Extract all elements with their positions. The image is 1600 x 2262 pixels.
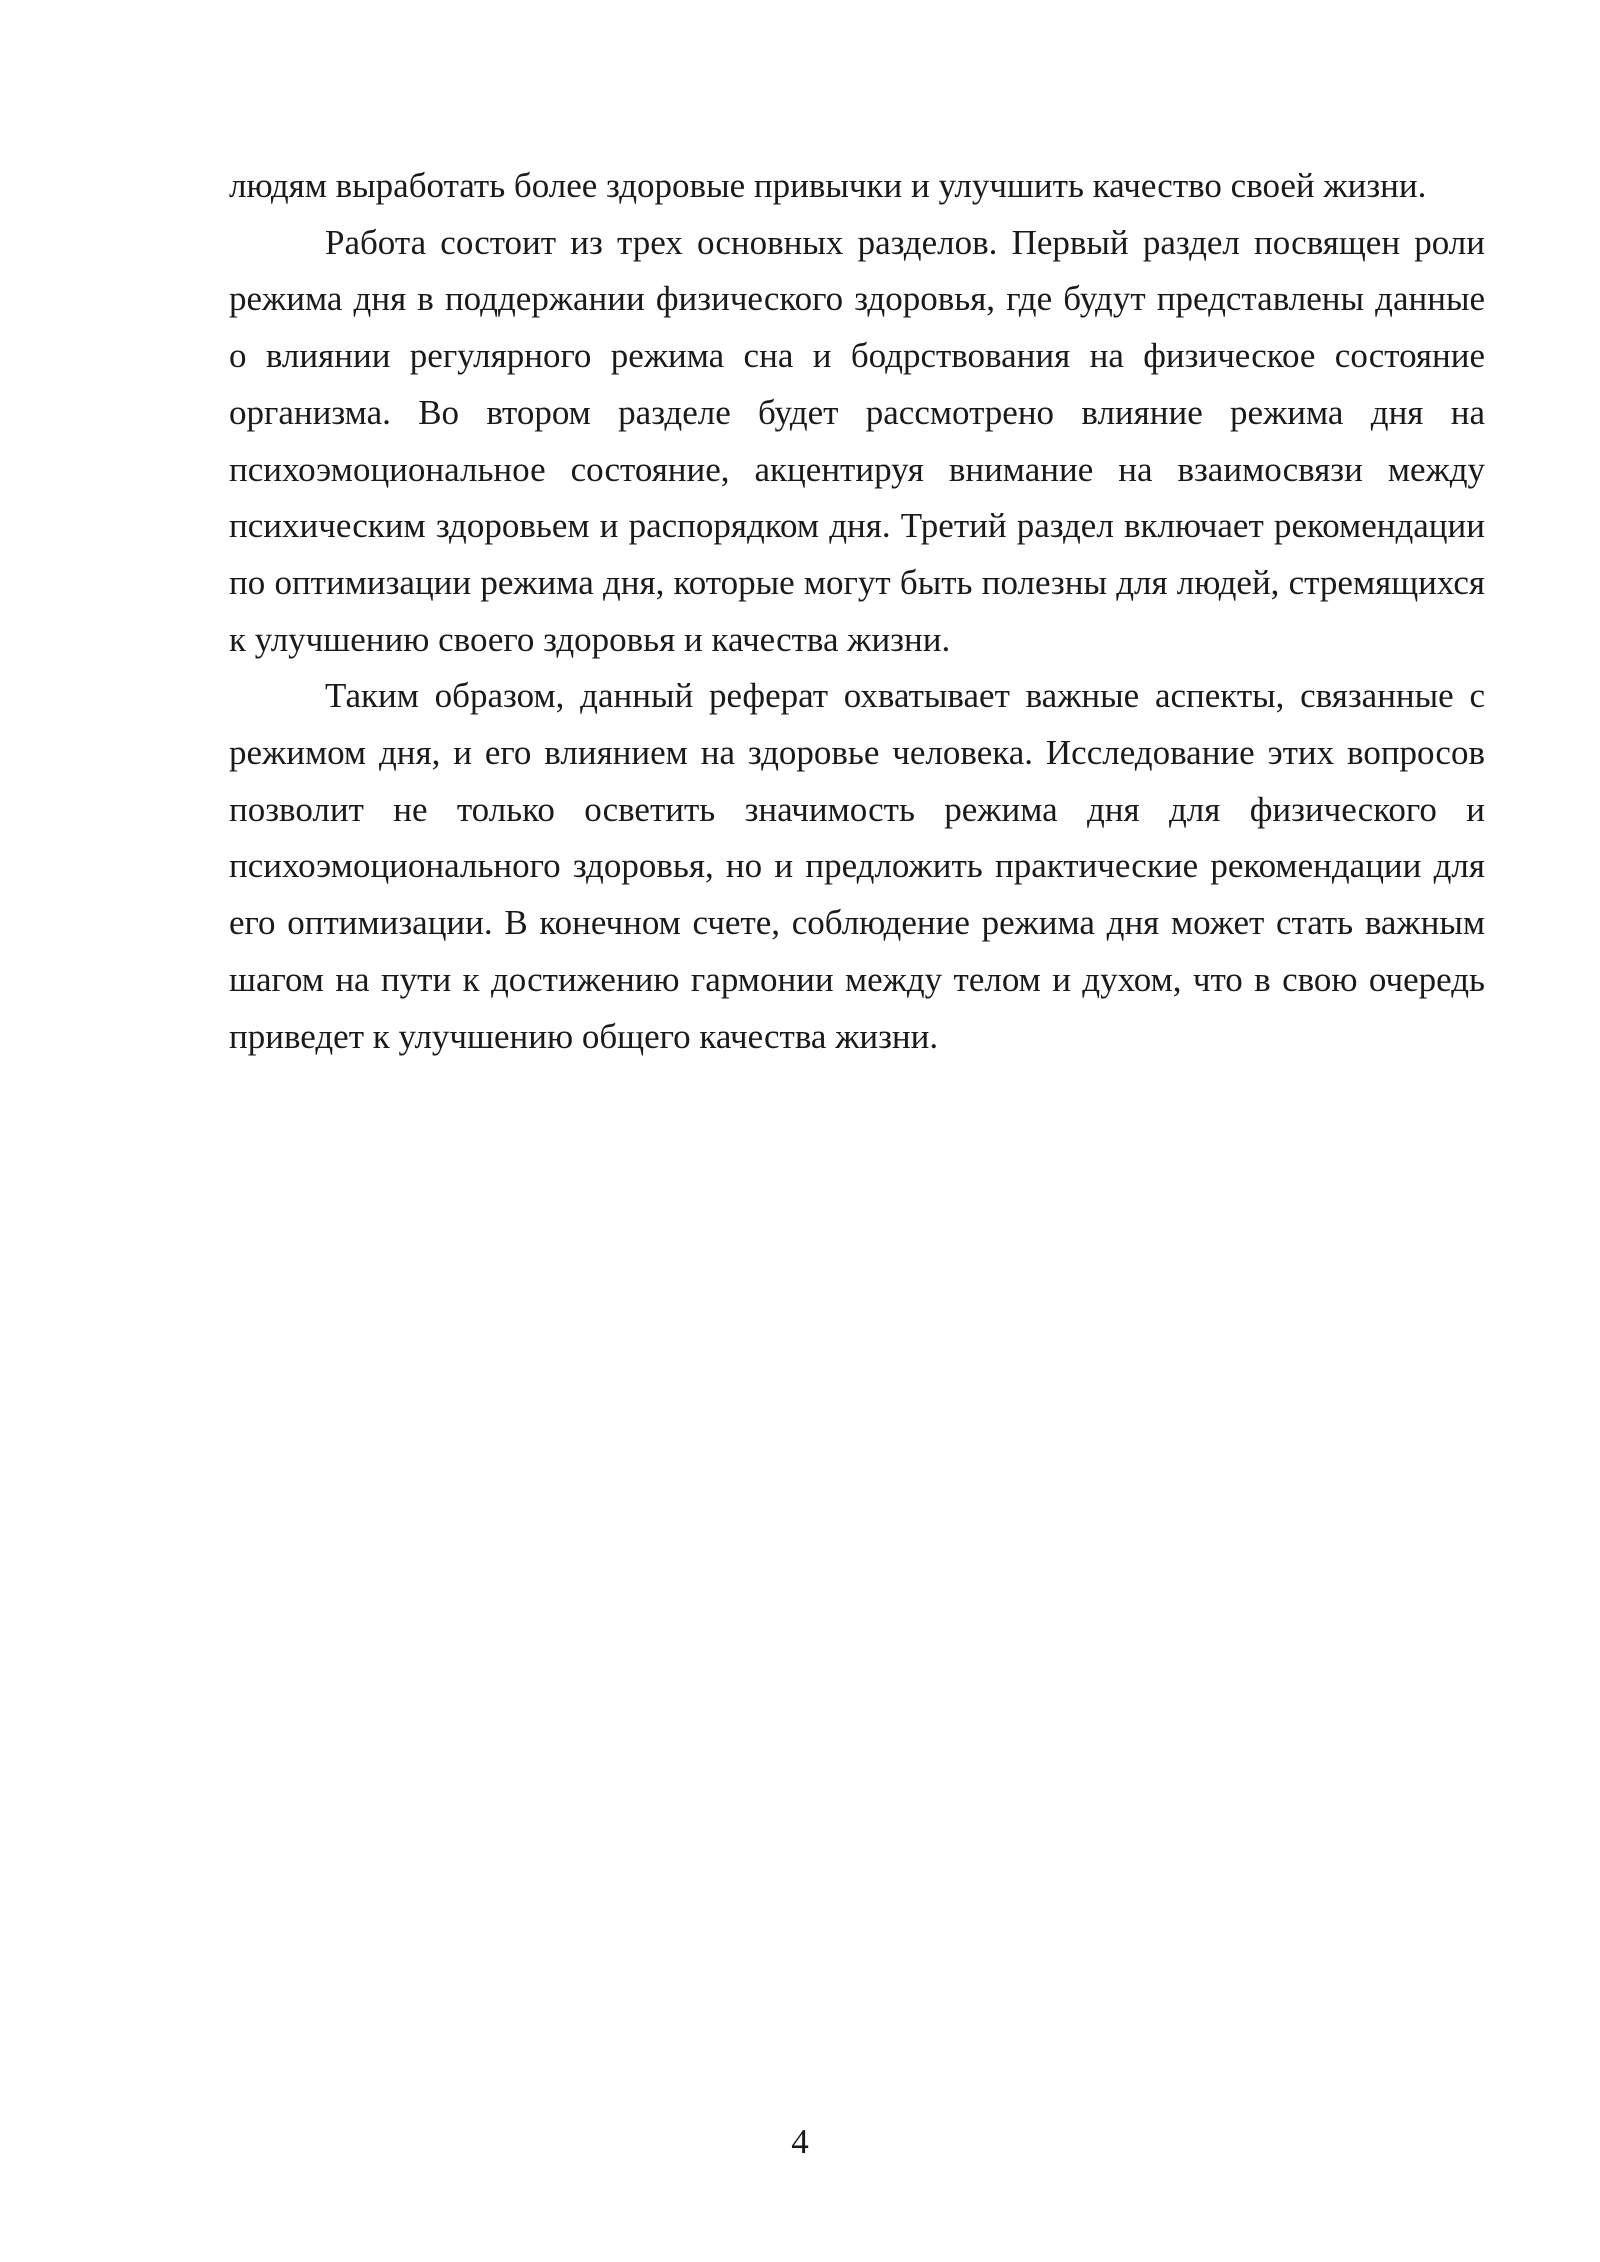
paragraph-continuation: людям выработать более здоровые привычки и улучшить качество своей жизни.: [229, 166, 1427, 205]
page-number: 4: [791, 2122, 809, 2161]
body-text: [229, 158, 1485, 1065]
paragraph-sections-overview: Работа состоит из трех основных разделов. Первый раздел посвящен роли режима дня в поддержании физического здоровья, где будут представлены данные о влиянии регулярного режима сна и бодрствования на физическое состояние организма. Во втором разделе будет рассмотрено влияние режима дня на психоэмоциональное состояние, акцентируя внимание на взаимосвязи между психическим здоровьем и распорядком дня. Третий раздел включает рекомендации по оптимизации режима дня, которые могут быть полезны для людей, стремящихся к улучшению своего здоровья и качества жизни.: [229, 222, 1485, 659]
paragraph-conclusion: Таким образом, данный реферат охватывает важные аспекты, связанные с режимом дня, и его влиянием на здоровье человека. Исследование этих вопросов позволит не только осветить значимость режима дня для физического и психоэмоционального здоровья, но и предложить практические рекомендации для его оптимизации. В конечном счете, соблюдение режима дня может стать важным шагом на пути к достижению гармонии между телом и духом, что в свою очередь приведет к улучшению общего качества жизни.: [229, 676, 1485, 1056]
